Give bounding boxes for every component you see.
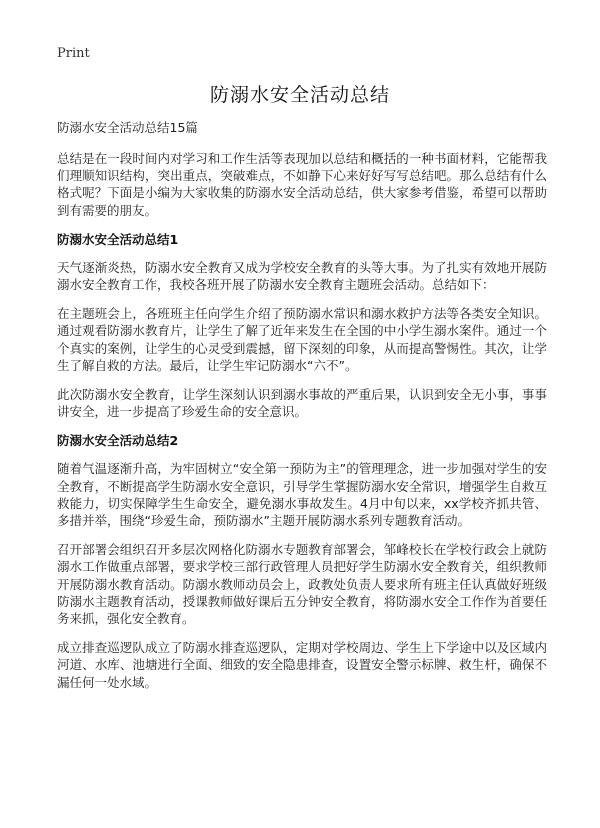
section-1-paragraph-1: 天气逐渐炎热，防溺水安全教育又成为学校安全教育的头等大事。为了扎实有效地开展防溺水安全教育工作，我校各班开展了防溺水安全教育主题班会活动。总结如下： [57, 259, 547, 293]
document-title: 防溺水安全活动总结 [209, 84, 390, 106]
intro-paragraph: 总结是在一段时间内对学习和工作生活等表现加以总结和概括的一种书面材料，它能帮我们理顺知识结构，突出重点，突破难点，不如静下心来好好写写总结吧。那么总结有什么格式呢？下面是小编为大家收集的防溺水安全活动总结，供大家参考借鉴，希望可以帮助到有需要的朋友。 [57, 151, 547, 218]
document-subtitle: 防溺水安全活动总结15篇 [57, 120, 198, 135]
section-1-paragraph-3: 此次防溺水安全教育，让学生深刻认识到溺水事故的严重后果，认识到安全无小事，事事讲安全，进一步提高了珍爱生命的安全意识。 [57, 387, 547, 420]
section-2-heading: 防溺水安全活动总结2 [57, 433, 179, 449]
document-body [57, 119, 547, 703]
section-2-paragraph-1: 随着气温逐渐升高，为牢固树立“安全第一预防为主”的管理理念，进一步加强对学生的安全教育，不断提高学生防溺水安全意识，引导学生掌握防溺水安全常识，增强学生自救互救能力，切实保障学生生命安全，避免溺水事故发生。4月中旬以来，xx学校齐抓共管、多措并举，围绕“珍爱生命，预防溺水”主题开展防溺水系列专题教育活动。 [57, 461, 547, 529]
print-link[interactable]: Print [57, 46, 90, 61]
section-1-heading: 防溺水安全活动总结1 [57, 231, 179, 247]
section-2-paragraph-3: 成立排查巡逻队成立了防溺水排查巡逻队，定期对学校周边、学生上下学途中以及区域内河道、水库、池塘进行全面、细致的安全隐患排查，设置安全警示标牌、救生杆，确保不漏任何一处水域。 [57, 640, 547, 690]
section-1-paragraph-2: 在主题班会上，各班班主任向学生介绍了预防溺水常识和溺水救护方法等各类安全知识。通过观看防溺水教育片，让学生了解了近年来发生在全国的中小学生溺水案件。通过一个个真实的案例，让学生的心灵受到震撼，留下深刻的印象，从而提高警惕性。其次，让学生了解自救的方法。最后，让学生牢记防溺水“六不”。 [57, 306, 547, 373]
section-2-paragraph-2: 召开部署会组织召开多层次网格化防溺水专题教育部署会，邹峰校长在学校行政会上就防溺水工作做重点部署，要求学校三部行政管理人员把好学生防溺水安全教育关，组织教师开展防溺水教育活动。防溺水教师动员会上，政教处负责人要求所有班主任认真做好班级防溺水主题教育活动，授课教师做好课后五分钟安全教育，将防溺水安全工作作为首要任务来抓，强化安全教育。 [57, 542, 547, 627]
